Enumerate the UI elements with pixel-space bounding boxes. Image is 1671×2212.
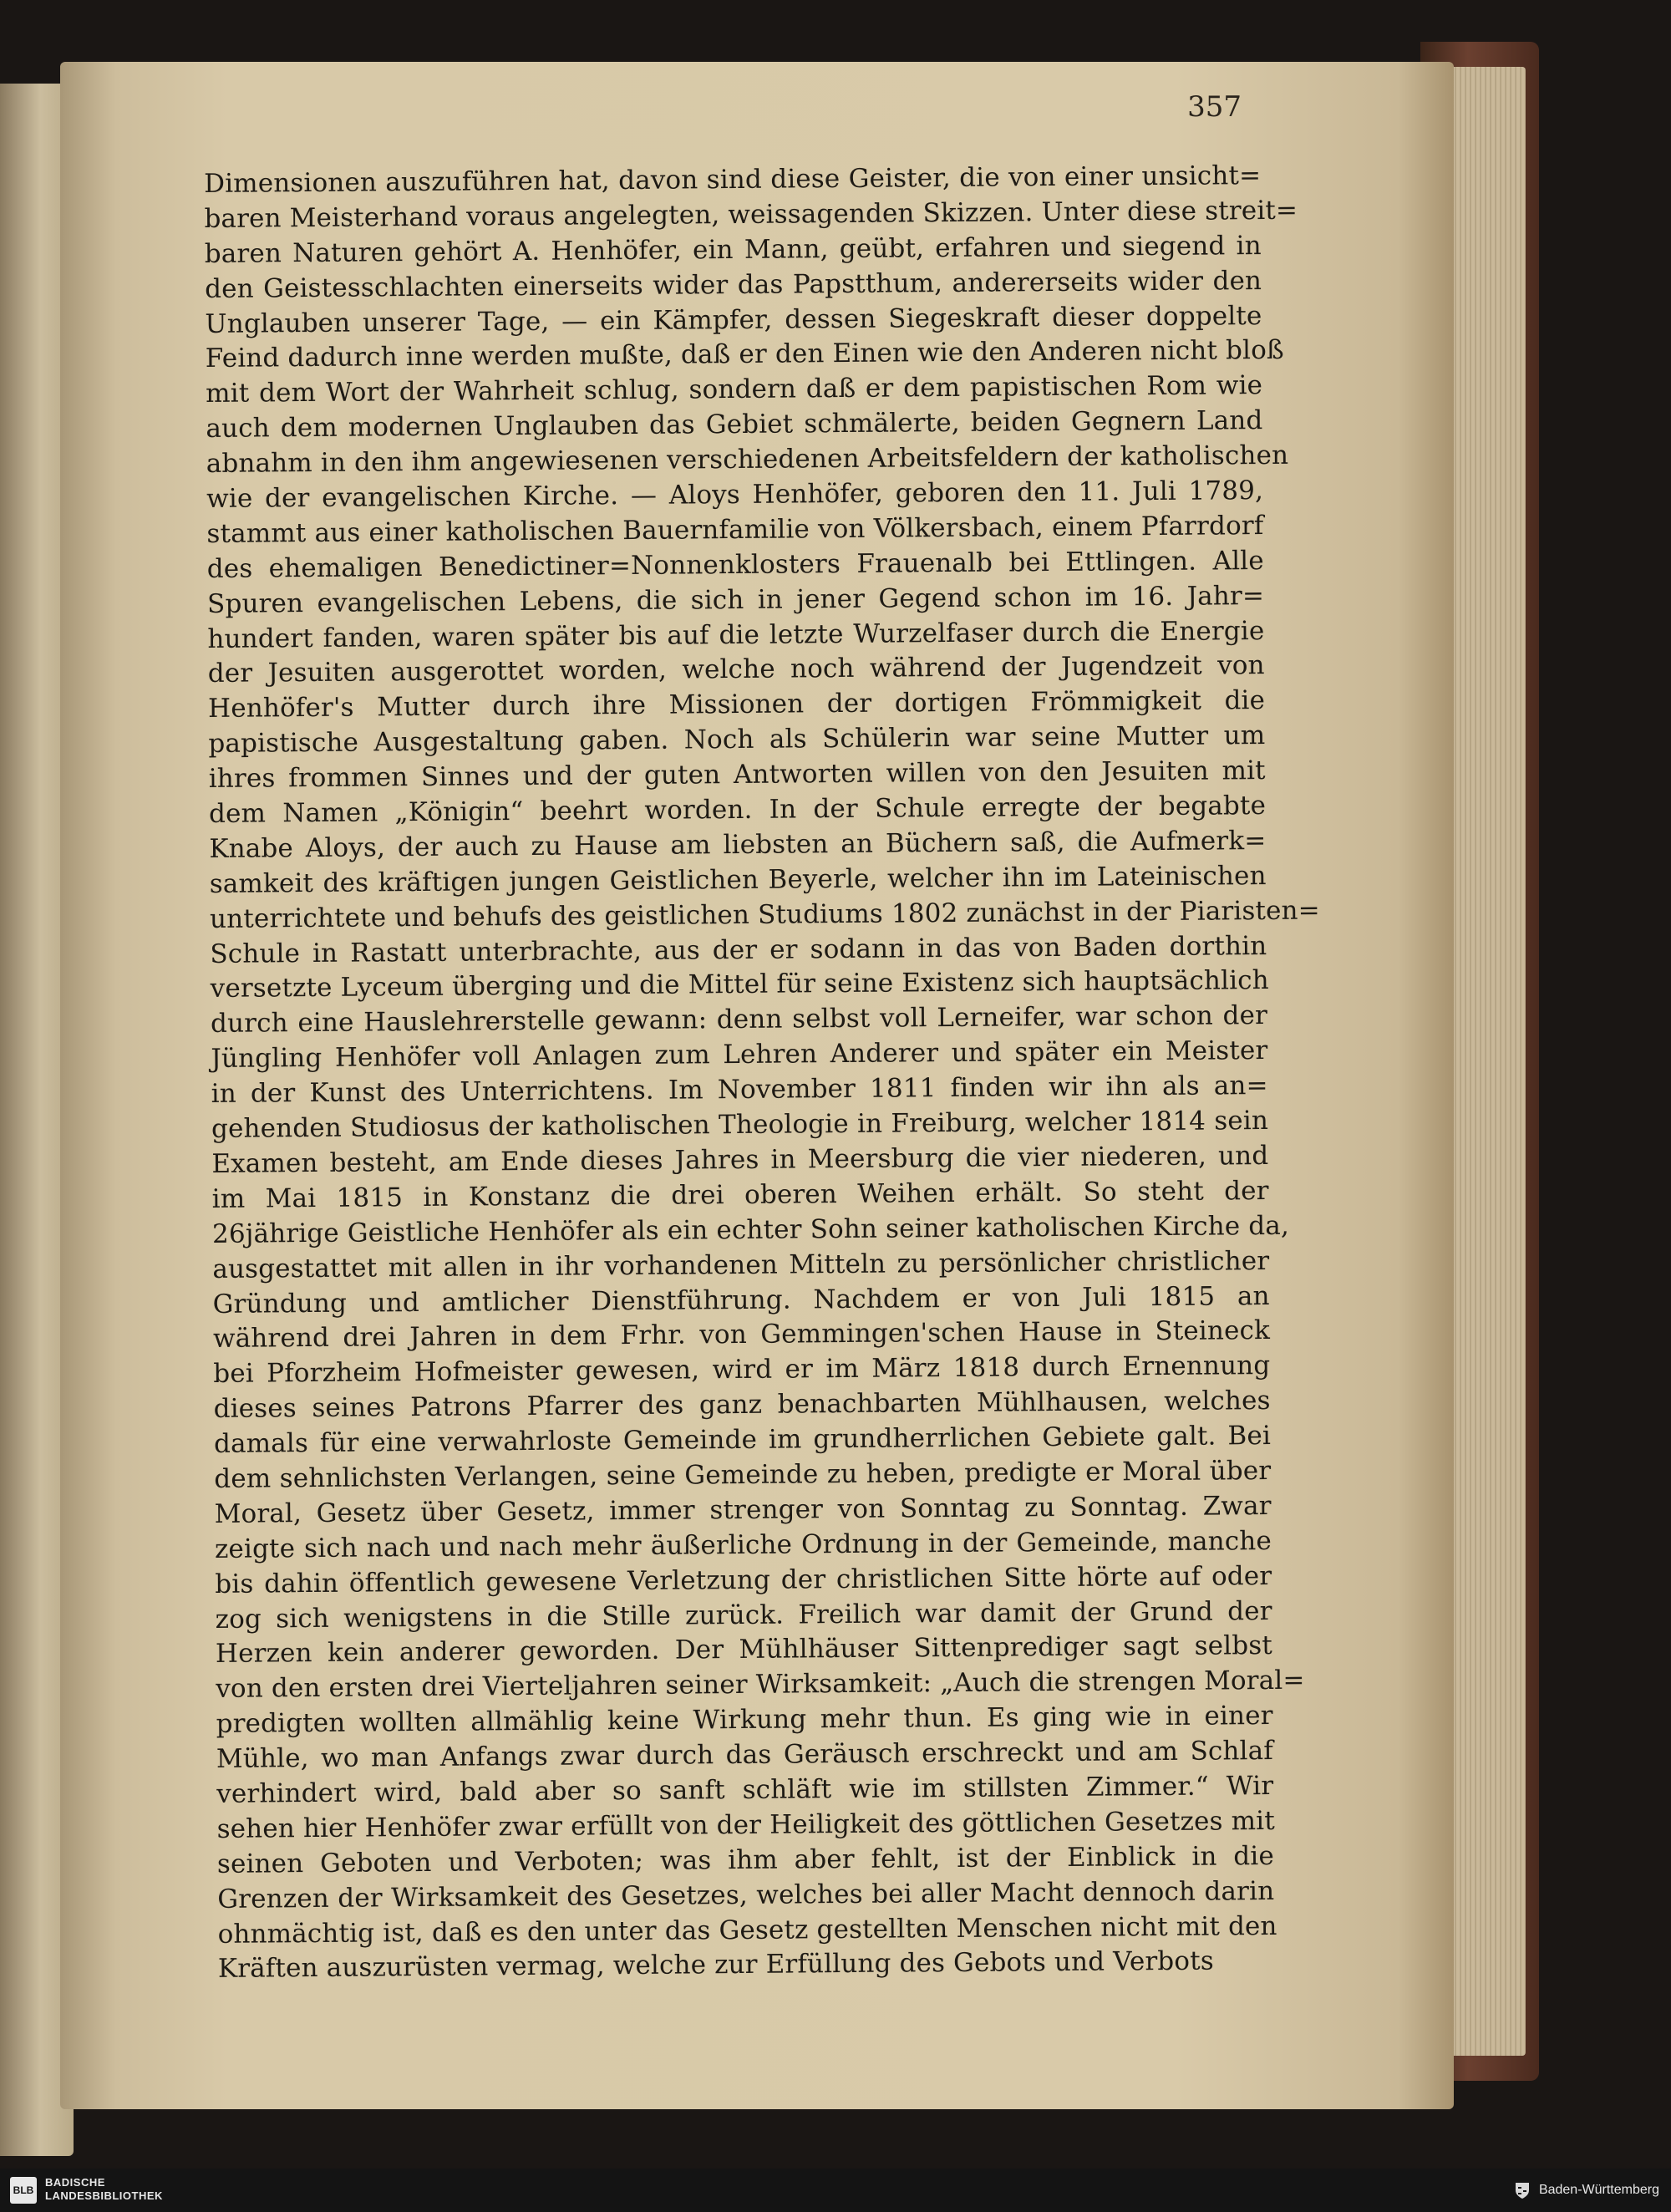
page-number: 357 <box>1187 90 1242 124</box>
text-line: den Geistesschlachten einerseits wider das Papstthum, andererseits wider den <box>205 265 1262 304</box>
text-line: hundert fanden, waren später bis auf die letzte Wurzelfaser durch die Energie <box>207 615 1265 654</box>
text-line: der Jesuiten ausgerottet worden, welche noch während der Jugendzeit von <box>207 650 1265 689</box>
text-line: bei Pforzheim Hofmeister gewesen, wird er im März 1818 durch Ernennung <box>213 1350 1271 1390</box>
text-line: versetzte Lyceum überging und die Mittel für seine Existenz sich hauptsächlich <box>210 965 1269 1004</box>
text-line: Spuren evangelischen Lebens, die sich in jener Gegend schon im 16. Jahr= <box>206 580 1265 619</box>
text-line: ausgestattet mit allen in ihr vorhandenen Mitteln zu persönlicher christlicher <box>212 1245 1270 1284</box>
coat-of-arms-icon <box>1512 2180 1532 2200</box>
text-line: abnahm in den ihm angewiesenen verschiedenen Arbeitsfeldern der katholischen <box>206 440 1289 480</box>
text-line: im Mai 1815 in Konstanz die drei oberen Weihen erhält. So steht der <box>211 1175 1269 1214</box>
text-line: zeigte sich nach und nach mehr äußerliche Ordnung in der Gemeinde, manche <box>214 1525 1272 1564</box>
text-line: während drei Jahren in dem Frhr. von Gemmingen'schen Hause in Steineck <box>212 1315 1271 1355</box>
text-line: sehen hier Henhöfer zwar erfüllt von der Heiligkeit des göttlichen Gesetzes mit <box>216 1805 1276 1844</box>
text-line: ohnmächtig ist, daß es den unter das Gesetz gestellten Menschen nicht mit den <box>217 1910 1277 1950</box>
library-name-line1: BADISCHE <box>45 2176 105 2189</box>
text-line: auch dem modernen Unglauben das Gebiet schmälerte, beiden Gegnern Land <box>206 405 1263 445</box>
text-line: ihres frommen Sinnes und der guten Antworten willen von den Jesuiten mit <box>208 755 1266 795</box>
library-name <box>45 2176 163 2203</box>
text-line: Grenzen der Wirksamkeit des Gesetzes, welches bei aller Macht dennoch darin <box>217 1875 1275 1915</box>
text-line: Moral, Gesetz über Gesetz, immer strenger von Sonntag zu Sonntag. Zwar <box>214 1490 1272 1529</box>
text-line: durch eine Hauslehrerstelle gewann: denn selbst voll Lerneifer, war schon der <box>210 1000 1268 1040</box>
text-line: Knabe Aloys, der auch zu Hause am liebsten an Büchern saß, die Aufmerk= <box>209 825 1267 864</box>
text-line: papistische Ausgestaltung gaben. Noch als Schülerin war seine Mutter um <box>208 720 1266 760</box>
text-line: predigten wollten allmählig keine Wirkung mehr thun. Es ging wie in einer <box>216 1701 1273 1740</box>
text-line: Feind dadurch inne werden mußte, daß er den Einen wie den Anderen nicht bloß <box>205 335 1284 374</box>
text-line: 26jährige Geistliche Henhöfer als ein echter Sohn seiner katholischen Kirche da, <box>211 1210 1290 1249</box>
text-line: baren Naturen gehört A. Henhöfer, ein Mann, geübt, erfahren und siegend in <box>204 230 1262 269</box>
text-line: dieses seines Patrons Pfarrer des ganz benachbarten Mühlhausen, welches <box>213 1386 1271 1425</box>
text-line: Mühle, wo man Anfangs zwar durch das Geräusch erschreckt und am Schlaf <box>216 1736 1274 1775</box>
text-line: Unglauben unserer Tage, — ein Kämpfer, dessen Siegeskraft dieser doppelte <box>205 300 1262 339</box>
text-line: mit dem Wort der Wahrheit schlug, sondern daß er dem papistischen Rom wie <box>205 370 1263 409</box>
partner-name: Baden-Württemberg <box>1538 2183 1659 2197</box>
text-line: von den ersten drei Vierteljahren seiner Wirksamkeit: „Auch die strengen Moral= <box>216 1665 1305 1705</box>
text-line: damals für eine verwahrloste Gemeinde im grundherrlichen Gebiete galt. Bei <box>213 1421 1272 1460</box>
text-line: samkeit des kräftigen jungen Geistlichen Beyerle, welcher ihn im Lateinischen <box>209 860 1267 899</box>
text-line: verhindert wird, bald aber so sanft schläft wie im stillsten Zimmer.“ Wir <box>216 1770 1274 1809</box>
text-line: dem sehnlichsten Verlangen, seine Gemeinde zu heben, predigte er Moral über <box>214 1455 1272 1494</box>
text-line: baren Meisterhand voraus angelegten, weissagenden Skizzen. Unter diese streit= <box>204 195 1298 234</box>
text-line: unterrichtete und behufs des geistlichen Studiums 1802 zunächst in der Piaristen= <box>209 895 1320 934</box>
baden-wuerttemberg-logo[interactable] <box>1512 2180 1659 2200</box>
text-line: in der Kunst des Unterrichtens. Im November 1811 finden wir ihn als an= <box>211 1070 1268 1110</box>
blb-logo[interactable]: BLB <box>10 2177 37 2204</box>
viewer-footer <box>0 2169 1671 2212</box>
text-line: gehenden Studiosus der katholischen Theologie in Freiburg, welcher 1814 sein <box>211 1106 1269 1145</box>
text-line: Henhöfer's Mutter durch ihre Missionen der dortigen Frömmigkeit die <box>207 685 1266 725</box>
text-line: seinen Geboten und Verboten; was ihm aber fehlt, ist der Einblick in die <box>216 1840 1275 1879</box>
text-line: wie der evangelischen Kirche. — Aloys Henhöfer, geboren den 11. Juli 1789, <box>206 475 1264 515</box>
text-line: Dimensionen auszuführen hat, davon sind diese Geister, die von einer unsicht= <box>204 160 1262 199</box>
text-line: zog sich wenigstens in die Stille zurück. Freilich war damit der Grund der <box>215 1595 1272 1635</box>
text-line: Kräften auszurüsten vermag, welche zur Erfüllung des Gebots und Verbots <box>217 1945 1214 1985</box>
text-line: des ehemaligen Benedictiner=Nonnenklosters Frauenalb bei Ettlingen. Alle <box>206 545 1264 584</box>
text-line: dem Namen „Königin“ beehrt worden. In der Schule erregte der begabte <box>208 791 1267 830</box>
text-line: Examen besteht, am Ende dieses Jahres in Meersburg die vier niederen, und <box>211 1140 1269 1179</box>
text-line: stammt aus einer katholischen Bauernfamilie von Völkersbach, einem Pfarrdorf <box>206 510 1264 549</box>
text-line: Herzen kein anderer geworden. Der Mühlhäuser Sittenprediger sagt selbst <box>215 1630 1273 1670</box>
body-text <box>204 159 1320 1987</box>
library-name-line2: LANDESBIBLIOTHEK <box>45 2189 163 2202</box>
text-line: bis dahin öffentlich gewesene Verletzung der christlichen Sitte hörte auf oder <box>215 1560 1272 1599</box>
text-line: Schule in Rastatt unterbrachte, aus der er sodann in das von Baden dorthin <box>210 930 1267 969</box>
text-line: Jüngling Henhöfer voll Anlagen zum Lehren Anderer und später ein Meister <box>211 1035 1268 1075</box>
text-line: Gründung und amtlicher Dienstführung. Nachdem er von Juli 1815 an <box>212 1280 1270 1320</box>
